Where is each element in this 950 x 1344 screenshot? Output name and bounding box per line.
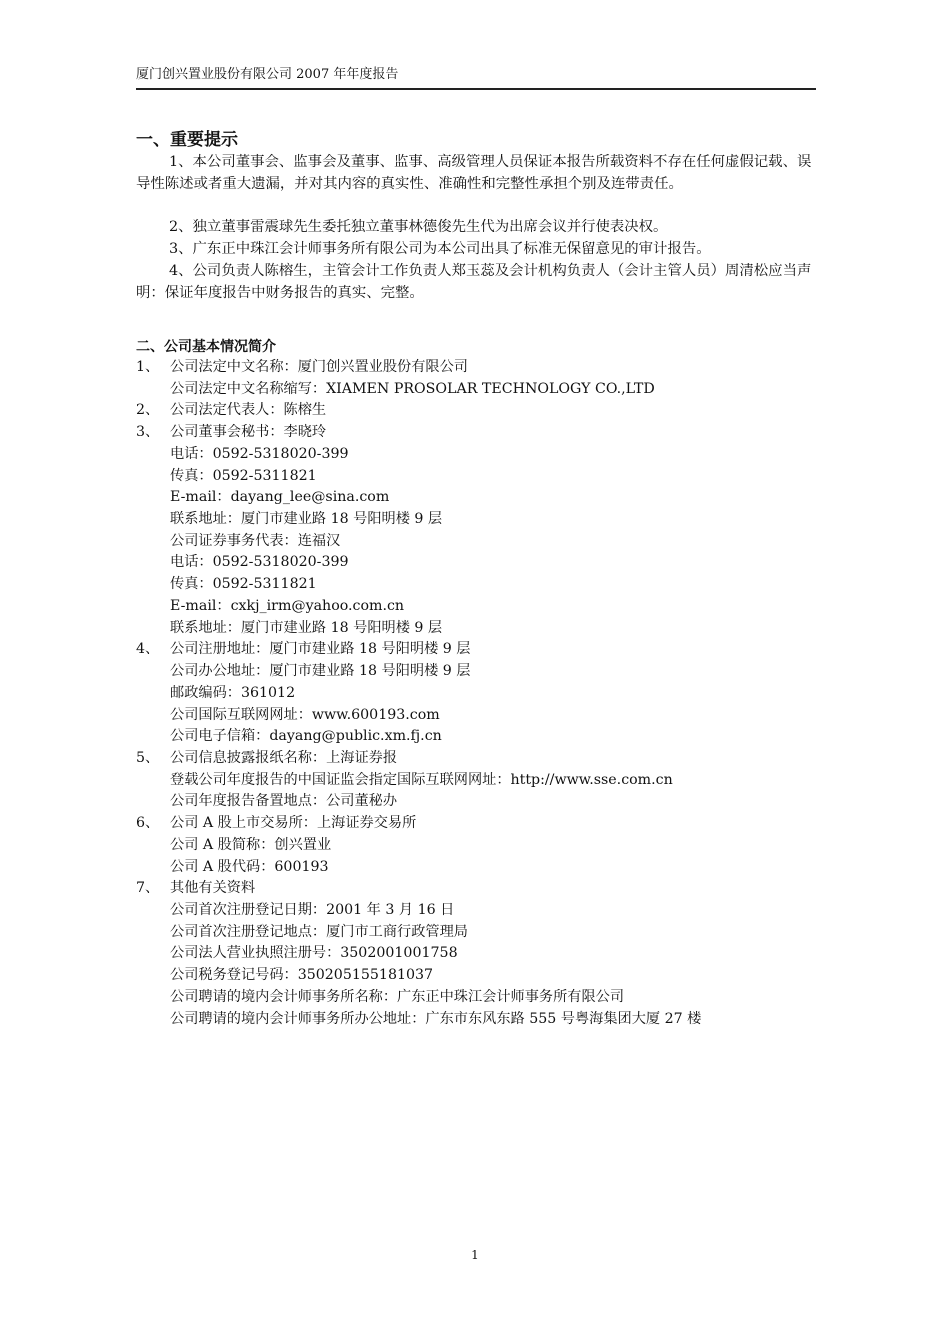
info-row xyxy=(136,1009,836,1031)
info-row xyxy=(136,878,836,900)
info-row xyxy=(136,922,836,944)
info-row xyxy=(136,487,836,509)
info-row xyxy=(136,683,836,705)
notice-paragraph-2: 2、独立董事雷震球先生委托独立董事林德俊先生代为出席会议并行使表决权。 xyxy=(169,219,668,235)
info-row-number: 5、 xyxy=(136,749,160,766)
info-row-text: 公司董事会秘书：李晓玲 xyxy=(170,424,327,441)
info-row-text: 公司信息披露报纸名称：上海证券报 xyxy=(170,749,398,766)
info-row xyxy=(136,900,836,922)
info-row-text: 公司 A 股代码：600193 xyxy=(170,858,329,875)
info-row-text: 电话：0592-5318020-399 xyxy=(170,445,349,462)
info-row-text: 公司首次注册登记日期：2001 年 3 月 16 日 xyxy=(170,901,455,918)
info-row-text: 联系地址：厦门市建业路 18 号阳明楼 9 层 xyxy=(170,511,443,528)
info-row xyxy=(136,618,836,640)
info-row-text: 公司聘请的境内会计师事务所办公地址：广东市东风东路 555 号粤海集团大厦 27 楼 xyxy=(170,1010,702,1027)
info-row xyxy=(136,379,836,401)
info-row-text: 电话：0592-5318020-399 xyxy=(170,554,349,571)
info-row-text: E-mail：dayang_lee@sina.com xyxy=(170,489,390,506)
info-row-number: 4、 xyxy=(136,641,160,658)
info-row-text: 传真：0592-5311821 xyxy=(170,576,317,593)
info-row-text: 公司法定代表人：陈榕生 xyxy=(170,402,327,419)
info-row-text: 公司法定中文名称：厦门创兴置业股份有限公司 xyxy=(170,359,468,375)
info-row xyxy=(136,639,836,661)
info-row-text: 邮政编码：361012 xyxy=(170,684,296,701)
info-row-number: 3、 xyxy=(136,424,160,441)
info-row-number: 6、 xyxy=(136,815,160,832)
info-row-text: 联系地址：厦门市建业路 18 号阳明楼 9 层 xyxy=(170,619,443,636)
section-2-title: 二、公司基本情况简介 xyxy=(136,339,276,355)
info-row xyxy=(136,509,836,531)
info-row-text: E-mail：cxkj_irm@yahoo.com.cn xyxy=(170,597,405,614)
info-row-number: 2、 xyxy=(136,402,160,419)
info-row-text: 公司国际互联网网址：www.600193.com xyxy=(170,706,440,723)
section-1-title: 一、重要提示 xyxy=(136,130,238,150)
info-row xyxy=(136,466,836,488)
info-row xyxy=(136,835,836,857)
info-row xyxy=(136,770,836,792)
info-row-text: 公司年度报告备置地点：公司董秘办 xyxy=(170,793,398,810)
info-row xyxy=(136,748,836,770)
info-row-text: 公司注册地址：厦门市建业路 18 号阳明楼 9 层 xyxy=(170,641,471,658)
info-row xyxy=(136,987,836,1009)
notice-paragraph-3: 3、广东正中珠江会计师事务所有限公司为本公司出具了标准无保留意见的审计报告。 xyxy=(169,241,711,257)
page-header: 厦门创兴置业股份有限公司 2007 年年度报告 xyxy=(136,66,816,90)
notice-paragraph-1: 1、本公司董事会、监事会及董事、监事、高级管理人员保证本报告所载资料不存在任何虚假记载、误导性陈述或者重大遗漏，并对其内容的真实性、准确性和完整性承担个别及连带责任。 xyxy=(136,154,812,192)
info-row-number: 1、 xyxy=(136,359,160,375)
info-row-text: 公司证券事务代表：连福汉 xyxy=(170,532,341,549)
company-info-list xyxy=(136,357,836,1030)
info-row xyxy=(136,726,836,748)
info-row xyxy=(136,813,836,835)
info-row-text: 公司法定中文名称缩写：XIAMEN PROSOLAR TECHNOLOGY CO.,LTD xyxy=(170,380,655,397)
info-row xyxy=(136,857,836,879)
info-row xyxy=(136,596,836,618)
info-row-text: 传真：0592-5311821 xyxy=(170,467,317,484)
page-number: 1 xyxy=(471,1248,479,1262)
info-row xyxy=(136,552,836,574)
info-row-number: 7、 xyxy=(136,880,160,897)
info-row xyxy=(136,422,836,444)
info-row-text: 公司办公地址：厦门市建业路 18 号阳明楼 9 层 xyxy=(170,663,471,680)
info-row xyxy=(136,943,836,965)
info-row-text: 登载公司年度报告的中国证监会指定国际互联网网址：http://www.sse.com.cn xyxy=(170,771,673,788)
info-row xyxy=(136,444,836,466)
info-row xyxy=(136,791,836,813)
info-row xyxy=(136,965,836,987)
info-row-text: 公司电子信箱：dayang@public.xm.fj.cn xyxy=(170,728,442,745)
info-row-text: 公司首次注册登记地点：厦门市工商行政管理局 xyxy=(170,923,468,940)
info-row-text: 公司聘请的境内会计师事务所名称：广东正中珠江会计师事务所有限公司 xyxy=(170,988,625,1005)
info-row xyxy=(136,705,836,727)
info-row xyxy=(136,574,836,596)
info-row-text: 公司法人营业执照注册号：3502001001758 xyxy=(170,945,458,962)
info-row xyxy=(136,661,836,683)
info-row xyxy=(136,531,836,553)
info-row xyxy=(136,357,836,379)
info-row-text: 公司 A 股简称：创兴置业 xyxy=(170,836,332,853)
info-row-text: 其他有关资料 xyxy=(170,880,256,897)
info-row-text: 公司 A 股上市交易所：上海证券交易所 xyxy=(170,815,417,832)
info-row-text: 公司税务登记号码：350205155181037 xyxy=(170,967,434,984)
info-row xyxy=(136,400,836,422)
notice-paragraph-4: 4、公司负责人陈榕生，主管会计工作负责人郑玉蕊及会计机构负责人（会计主管人员）周清松应当声明：保证年度报告中财务报告的真实、完整。 xyxy=(136,263,812,301)
